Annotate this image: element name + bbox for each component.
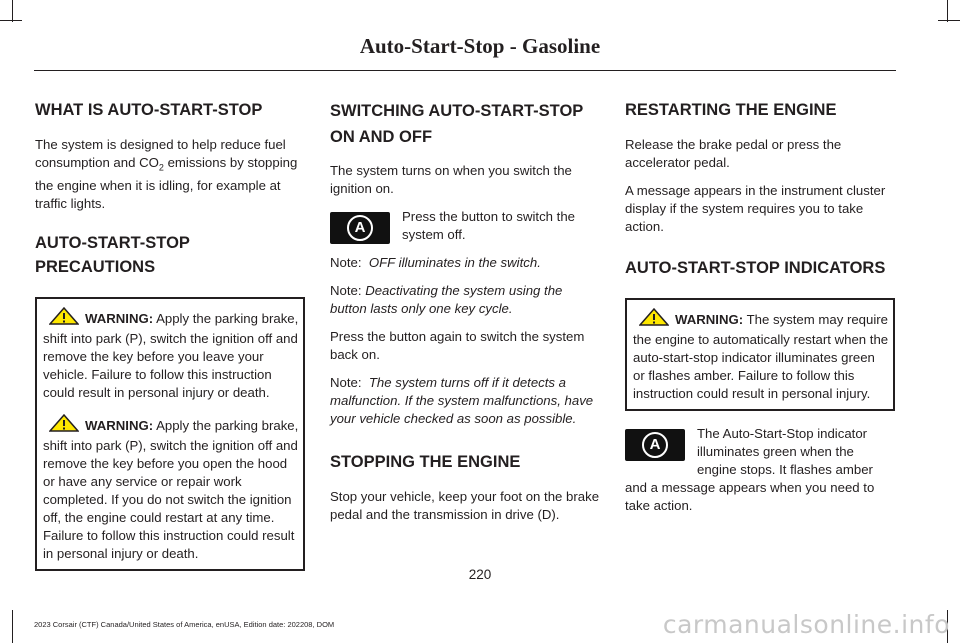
- crop-mark: [0, 20, 22, 21]
- warning-item: [43, 307, 299, 402]
- paragraph: The system turns on when you switch the ignition on.: [330, 163, 572, 196]
- note-text: The system turns off if it detects a malfunction. If the system malfunctions, have your vehicle checked as soon as possible.: [330, 375, 594, 426]
- column-2: [330, 98, 602, 534]
- footer-edition: 2023 Corsair (CTF) Canada/United States of America, enUSA, Edition date: 202208, DOM: [34, 620, 335, 629]
- section-heading-precautions: AUTO-START-STOP PRECAUTIONS: [35, 233, 190, 276]
- section-heading-restarting: RESTARTING THE ENGINE: [625, 101, 837, 119]
- icon-row: [330, 208, 602, 254]
- auto-start-stop-indicator-icon: [625, 429, 685, 461]
- warning-label: WARNING:: [85, 417, 154, 433]
- warning-label: WARNING:: [85, 310, 154, 326]
- warning-triangle-icon: [49, 307, 79, 330]
- warning-box: [35, 297, 305, 571]
- section-heading-what-is: WHAT IS AUTO-START-STOP: [35, 101, 263, 119]
- warning-box: [625, 298, 895, 411]
- page-number: 220: [468, 567, 492, 582]
- note-text: Deactivating the system using the button lasts only one key cycle.: [330, 283, 563, 316]
- warning-text: The system may require the engine to automatically restart when the auto-start-stop indicator illuminates green or flashes amber. Failure to follow this instruction could result in personal injury.: [633, 312, 889, 401]
- crop-mark: [12, 610, 13, 643]
- warning-triangle-icon: [639, 308, 669, 331]
- note: [330, 374, 602, 428]
- icon-description: The Auto-Start-Stop indicator illuminates green when the engine stops. It flashes amber and a message appears when you need to take action.: [625, 426, 875, 513]
- warning-text: Apply the parking brake, shift into park (P), switch the ignition off and remove the key before you leave your vehicle. Failure to follow this instruction could result in personal injury or death.: [43, 310, 299, 400]
- note-text: illuminates in the switch.: [395, 255, 541, 270]
- note: [330, 254, 602, 272]
- paragraph: Press the button again to switch the system back on.: [330, 329, 585, 362]
- page-title: Auto-Start-Stop - Gasoline: [359, 34, 601, 58]
- section-heading-switching: SWITCHING AUTO-START-STOP ON AND OFF: [330, 102, 584, 146]
- paragraph: Stop your vehicle, keep your foot on the brake pedal and the transmission in drive (D).: [330, 489, 600, 522]
- section-heading-indicators: AUTO-START-STOP INDICATORS: [625, 259, 886, 277]
- auto-glyph: A: [642, 432, 668, 458]
- warning-text: Apply the parking brake, shift into park (P), switch the ignition off and remove the key before you open the hood or have any service or repair work completed. If you do not switch the ignition off, the engine could restart at any time. Failure to follow this instruction could result in personal injury or death.: [43, 417, 299, 561]
- warning-item: [633, 308, 889, 403]
- watermark: carmanualsonline.info: [662, 610, 950, 639]
- warning-label: WARNING:: [675, 312, 744, 327]
- paragraph: Release the brake pedal or press the accelerator pedal.: [625, 137, 842, 170]
- note-label: Note:: [330, 375, 362, 390]
- co2-subscript: 2: [158, 162, 164, 173]
- off-emphasis: OFF: [368, 255, 395, 270]
- column-3: [625, 98, 895, 525]
- note-label: Note:: [330, 255, 362, 270]
- auto-start-stop-button-icon: [330, 212, 390, 244]
- icon-description: Press the button to switch the system off.: [402, 209, 575, 242]
- note: [330, 282, 602, 318]
- intro-paragraph: [35, 136, 305, 213]
- column-1: [35, 98, 305, 571]
- crop-mark: [947, 0, 948, 22]
- intro-text-a: The system is designed to help reduce fuel consumption and CO: [35, 137, 286, 170]
- intro-text-b: emissions by stopping the engine when it is idling, for example at traffic lights.: [35, 155, 298, 211]
- crop-mark: [12, 0, 13, 22]
- crop-mark: [938, 20, 960, 21]
- note-label: Note:: [330, 283, 362, 298]
- icon-row: [625, 425, 895, 515]
- section-heading-stopping: STOPPING THE ENGINE: [330, 453, 521, 471]
- paragraph: A message appears in the instrument cluster display if the system requires you to take action.: [625, 183, 886, 234]
- auto-glyph: A: [347, 215, 373, 241]
- warning-item: [43, 414, 299, 563]
- warning-triangle-icon: [49, 414, 79, 437]
- header-rule: [34, 70, 896, 71]
